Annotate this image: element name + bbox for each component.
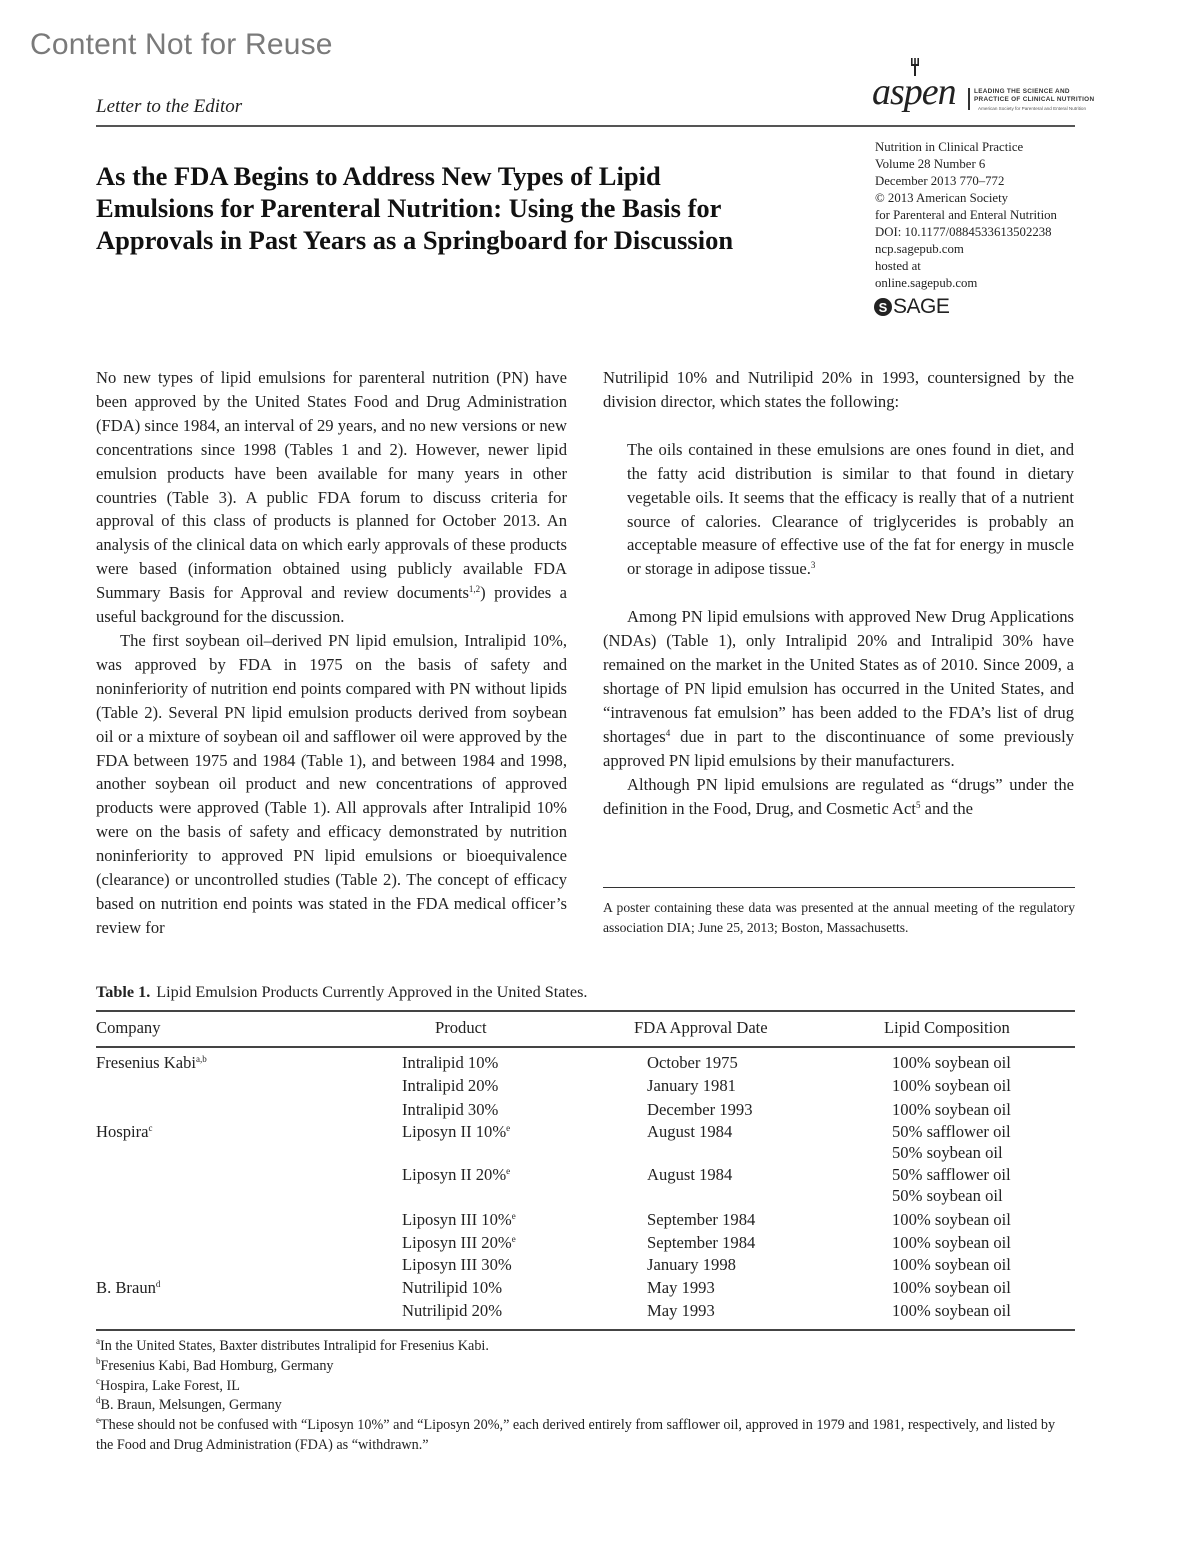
composition-cell: 50% soybean oil [892, 1186, 1003, 1205]
body-column-right [603, 366, 1074, 820]
product-cell: Intralipid 10% [402, 1053, 499, 1072]
composition-cell: 100% soybean oil [892, 1278, 1011, 1297]
column-header-approval-date: FDA Approval Date [634, 1018, 768, 1037]
column-header-lipid-composition: Lipid Composition [884, 1018, 1010, 1037]
company-cell: Fresenius Kabi$^{a,b}$ [96, 1053, 207, 1072]
paragraph: Among PN lipid emulsions with approved New Drug Applications (NDAs) (Table 1), only Intralipid 20% and Intralipid 30% have remained on the market in the United States as of 2010. Since 2009, a shortage of PN lipid emulsion has occurred in the United States, and “intravenous fat emulsion” has been added to the FDA’s list of drug shortages$^4$ due in part to the discontinuance of some previously approved PN lipid emulsions by their manufacturers. [603, 607, 1074, 770]
product-cell: Nutrilipid 20% [402, 1301, 503, 1320]
copyright-line-2: for Parenteral and Enteral Nutrition [875, 208, 1057, 222]
date-cell: May 1993 [647, 1301, 715, 1320]
composition-cell: 100% soybean oil [892, 1301, 1011, 1320]
date-cell: September 1984 [647, 1233, 756, 1252]
table-bottom-rule [96, 1329, 1075, 1331]
title-line: Approvals in Past Years as a Springboard for Discussion [96, 225, 734, 255]
date-cell: December 1993 [647, 1100, 753, 1119]
citation: 5 [915, 799, 921, 810]
paragraph: No new types of lipid emulsions for parenteral nutrition (PN) have been approved by the United States Food and Drug Administration (FDA) since 1984, an interval of 29 years, and no new versions or new concentrations since 1998 (Tables 1 and 2). However, newer lipid emulsion products have been available for many years in other countries (Table 3). A public FDA forum to discuss criteria for approval of this class of products is planned for October 2013. An analysis of the clinical data on which early approvals of these products were based (information obtained using publicly available FDA Summary Basis for Approval and review documents$^{1,2}$) provides a useful background for the discussion. [96, 368, 567, 627]
paragraph: The first soybean oil–derived PN lipid emulsion, Intralipid 10%, was approved by FDA in 1975 on the basis of safety and noninferiority of nutrition end points compared with PN without lipids (Table 2). Several PN lipid emulsion products derived from soybean oil or a mixture of soybean oil and safflower oil were approved by the FDA between 1975 and 1984 (Table 1), and between 1984 and 1998, another soybean oil product and new concentrations of approved products were approved (Table 1). All approvals after Intralipid 10% were on the basis of safety and efficacy demonstrated by nutrition noninferiority to approved PN lipid emulsions or bioequivalence (clearance) or uncontrolled studies (Table 2). The concept of efficacy based on nutrition end points was stated in the FDA medical officer’s review for [96, 630, 567, 937]
product-cell: Nutrilipid 10% [402, 1278, 503, 1297]
product-cell: Liposyn III 20%$^e$ [402, 1233, 516, 1252]
date-cell: August 1984 [647, 1165, 733, 1184]
composition-cell: 50% safflower oil [892, 1165, 1011, 1184]
citation: 1,2 [468, 584, 481, 595]
hosted-at: hosted at [875, 259, 921, 273]
product-cell: Liposyn II 10%$^e$ [402, 1122, 511, 1141]
paragraph: Nutrilipid 10% and Nutrilipid 20% in 1993, countersigned by the division director, which states the following: [603, 368, 1074, 411]
copyright-line: © 2013 American Society [875, 191, 1009, 205]
doi: DOI: 10.1177/0884533613502238 [875, 225, 1052, 239]
block-quote: The oils contained in these emulsions are ones found in diet, and the fatty acid distribution is similar to that found in dietary vegetable oils. It seems that the efficacy is really that of a nutrient source of calories. Clearance of triglycerides is probably an acceptable measure of effective use of the fat for energy in muscle or storage in adipose tissue.$^3$ [627, 439, 1074, 579]
poster-footnote: A poster containing these data was presented at the annual meeting of the regulatory association DIA; June 25, 2013; Boston, Massachusetts. [603, 900, 1075, 935]
column-header-product: Product [435, 1018, 487, 1037]
watermark: Content Not for Reuse [30, 28, 333, 61]
citation: 4 [665, 727, 671, 738]
journal-volume: Volume 28 Number 6 [875, 157, 986, 171]
journal-url: ncp.sagepub.com [875, 242, 964, 256]
company-cell: Hospira$^c$ [96, 1122, 153, 1141]
paragraph: Although PN lipid emulsions are regulated as “drugs” under the definition in the Food, Drug, and Cosmetic Act$^5$ and the [603, 774, 1074, 818]
table-note: $^e$These should not be confused with “Liposyn 10%” and “Liposyn 20%,” each derived entirely from safflower oil, approved in 1979 and 1981, respectively, and listed by the Food and Drug Administration (FDA) as “withdrawn.” [96, 1415, 1056, 1453]
table-note: $^a$In the United States, Baxter distributes Intralipid for Fresenius Kabi. [96, 1336, 489, 1354]
header-rule [96, 125, 1075, 127]
title-line: As the FDA Begins to Address New Types of Lipid [96, 161, 661, 191]
table-note: $^c$Hospira, Lake Forest, IL [96, 1375, 240, 1394]
journal-date-pages: December 2013 770–772 [875, 174, 1005, 188]
sage-mark-icon: S [874, 298, 892, 316]
title-line: Emulsions for Parenteral Nutrition: Using the Basis for [96, 193, 722, 223]
table-caption [96, 983, 587, 1002]
date-cell: January 1998 [647, 1255, 736, 1274]
logo-tagline-3: American Society for Parenteral and Enteral Nutrition [978, 106, 1087, 111]
composition-cell: 100% soybean oil [892, 1100, 1011, 1119]
journal-name: Nutrition in Clinical Practice [875, 140, 1024, 154]
article-title [96, 160, 796, 256]
date-cell: October 1975 [647, 1053, 738, 1072]
composition-cell: 100% soybean oil [892, 1076, 1011, 1095]
table-header-rule [96, 1046, 1075, 1048]
company-cell: B. Braun$^d$ [96, 1278, 161, 1297]
date-cell: August 1984 [647, 1122, 733, 1141]
date-cell: May 1993 [647, 1278, 715, 1297]
sage-wordmark: SAGE [893, 295, 950, 318]
logo-wordmark: aspen [872, 71, 956, 113]
logo-tagline-2: PRACTICE OF CLINICAL NUTRITION [974, 96, 1095, 103]
table-notes [96, 1337, 1075, 1456]
body-column-left [96, 366, 567, 940]
logo-divider [968, 88, 970, 110]
aspen-logo [872, 58, 1095, 118]
footnote-rule [603, 887, 1075, 888]
product-cell: Liposyn III 30% [402, 1255, 512, 1274]
table-label: Table 1. [96, 983, 151, 1001]
composition-cell: 100% soybean oil [892, 1233, 1011, 1252]
product-cell: Liposyn II 20%$^e$ [402, 1165, 511, 1184]
table-title: Lipid Emulsion Products Currently Approved in the United States. [156, 983, 588, 1001]
composition-cell: 50% soybean oil [892, 1143, 1003, 1162]
product-cell: Intralipid 30% [402, 1100, 499, 1119]
table-note: $^b$Fresenius Kabi, Bad Homburg, Germany [96, 1355, 334, 1374]
logo-tagline-1: LEADING THE SCIENCE AND [974, 88, 1070, 95]
table-note: $^d$B. Braun, Melsungen, Germany [96, 1395, 282, 1414]
date-cell: January 1981 [647, 1076, 736, 1095]
composition-cell: 100% soybean oil [892, 1255, 1011, 1274]
sage-logo [874, 294, 949, 320]
product-cell: Intralipid 20% [402, 1076, 499, 1095]
table-top-rule [96, 1010, 1075, 1012]
hosted-url: online.sagepub.com [875, 276, 978, 290]
journal-info [875, 139, 1085, 292]
composition-cell: 100% soybean oil [892, 1210, 1011, 1229]
section-label: Letter to the Editor [96, 96, 243, 117]
date-cell: September 1984 [647, 1210, 756, 1229]
composition-cell: 50% safflower oil [892, 1122, 1011, 1141]
product-cell: Liposyn III 10%$^e$ [402, 1210, 516, 1229]
citation: 3 [810, 560, 816, 571]
composition-cell: 100% soybean oil [892, 1053, 1011, 1072]
column-header-company: Company [96, 1018, 161, 1037]
